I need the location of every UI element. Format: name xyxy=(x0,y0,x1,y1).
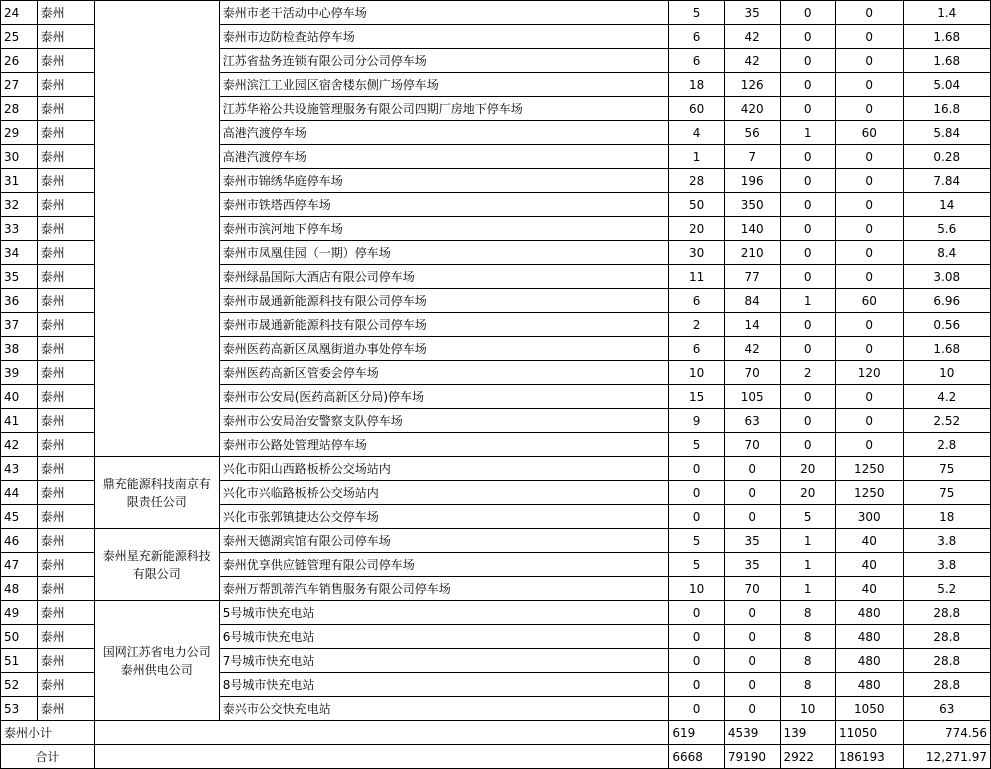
site-name-cell: 泰州市边防检查站停车场 xyxy=(219,25,669,49)
value-cell: 0 xyxy=(780,265,835,289)
value-cell: 0 xyxy=(835,241,903,265)
site-name-cell: 江苏华裕公共设施管理服务有限公司四期厂房地下停车场 xyxy=(219,97,669,121)
value-cell: 10 xyxy=(669,361,724,385)
site-name-cell: 泰州天德湖宾馆有限公司停车场 xyxy=(219,529,669,553)
value-cell: 28.8 xyxy=(903,601,990,625)
value-cell: 0 xyxy=(669,601,724,625)
value-cell: 480 xyxy=(835,673,903,697)
row-number-cell: 34 xyxy=(1,241,38,265)
value-cell: 1 xyxy=(669,145,724,169)
value-cell: 0 xyxy=(669,505,724,529)
value-cell: 0 xyxy=(724,649,780,673)
total-value-cell: 6668 xyxy=(669,745,724,769)
row-number-cell: 31 xyxy=(1,169,38,193)
value-cell: 35 xyxy=(724,529,780,553)
value-cell: 0 xyxy=(669,481,724,505)
city-cell: 泰州 xyxy=(37,697,94,721)
value-cell: 3.08 xyxy=(903,265,990,289)
site-name-cell: 泰州医药高新区管委会停车场 xyxy=(219,361,669,385)
row-number-cell: 53 xyxy=(1,697,38,721)
city-cell: 泰州 xyxy=(37,25,94,49)
row-number-cell: 36 xyxy=(1,289,38,313)
value-cell: 63 xyxy=(724,409,780,433)
total-value-cell: 11050 xyxy=(835,721,903,745)
value-cell: 8 xyxy=(780,649,835,673)
value-cell: 5.04 xyxy=(903,73,990,97)
value-cell: 8 xyxy=(780,673,835,697)
value-cell: 0 xyxy=(724,505,780,529)
value-cell: 84 xyxy=(724,289,780,313)
value-cell: 35 xyxy=(724,1,780,25)
value-cell: 0 xyxy=(724,481,780,505)
row-number-cell: 27 xyxy=(1,73,38,97)
value-cell: 1.68 xyxy=(903,25,990,49)
value-cell: 0 xyxy=(669,649,724,673)
value-cell: 77 xyxy=(724,265,780,289)
value-cell: 5 xyxy=(780,505,835,529)
site-name-cell: 泰州市晟通新能源科技有限公司停车场 xyxy=(219,289,669,313)
value-cell: 0.56 xyxy=(903,313,990,337)
value-cell: 0 xyxy=(835,265,903,289)
total-value-cell: 4539 xyxy=(724,721,780,745)
row-number-cell: 49 xyxy=(1,601,38,625)
value-cell: 0 xyxy=(780,409,835,433)
value-cell: 8 xyxy=(780,601,835,625)
city-cell: 泰州 xyxy=(37,289,94,313)
value-cell: 60 xyxy=(835,289,903,313)
subtotal-row xyxy=(1,721,991,745)
value-cell: 10 xyxy=(669,577,724,601)
site-name-cell: 泰州市锦绣华庭停车场 xyxy=(219,169,669,193)
row-number-cell: 40 xyxy=(1,385,38,409)
value-cell: 10 xyxy=(903,361,990,385)
value-cell: 300 xyxy=(835,505,903,529)
value-cell: 0.28 xyxy=(903,145,990,169)
value-cell: 63 xyxy=(903,697,990,721)
city-cell: 泰州 xyxy=(37,601,94,625)
city-cell: 泰州 xyxy=(37,121,94,145)
value-cell: 70 xyxy=(724,577,780,601)
table-row xyxy=(1,601,991,625)
row-number-cell: 47 xyxy=(1,553,38,577)
value-cell: 4 xyxy=(669,121,724,145)
value-cell: 0 xyxy=(835,97,903,121)
value-cell: 11 xyxy=(669,265,724,289)
value-cell: 1050 xyxy=(835,697,903,721)
site-name-cell: 泰州市滨河地下停车场 xyxy=(219,217,669,241)
value-cell: 0 xyxy=(835,217,903,241)
row-number-cell: 25 xyxy=(1,25,38,49)
row-number-cell: 28 xyxy=(1,97,38,121)
value-cell: 6 xyxy=(669,289,724,313)
value-cell: 70 xyxy=(724,433,780,457)
total-value-cell: 79190 xyxy=(724,745,780,769)
value-cell: 0 xyxy=(780,433,835,457)
value-cell: 0 xyxy=(780,145,835,169)
value-cell: 0 xyxy=(780,1,835,25)
site-name-cell: 兴化市张郭镇捷达公交停车场 xyxy=(219,505,669,529)
total-value-cell: 619 xyxy=(669,721,724,745)
empty-cell xyxy=(94,745,669,769)
row-number-cell: 26 xyxy=(1,49,38,73)
site-name-cell: 泰州市公安局(医药高新区分局)停车场 xyxy=(219,385,669,409)
city-cell: 泰州 xyxy=(37,241,94,265)
value-cell: 20 xyxy=(780,457,835,481)
value-cell: 5 xyxy=(669,1,724,25)
row-number-cell: 38 xyxy=(1,337,38,361)
value-cell: 10 xyxy=(780,697,835,721)
row-number-cell: 41 xyxy=(1,409,38,433)
value-cell: 7.84 xyxy=(903,169,990,193)
value-cell: 2.8 xyxy=(903,433,990,457)
value-cell: 1 xyxy=(780,553,835,577)
value-cell: 5.84 xyxy=(903,121,990,145)
row-number-cell: 32 xyxy=(1,193,38,217)
value-cell: 16.8 xyxy=(903,97,990,121)
value-cell: 120 xyxy=(835,361,903,385)
value-cell: 0 xyxy=(835,145,903,169)
city-cell: 泰州 xyxy=(37,97,94,121)
value-cell: 1 xyxy=(780,121,835,145)
value-cell: 0 xyxy=(835,49,903,73)
value-cell: 6.96 xyxy=(903,289,990,313)
row-number-cell: 24 xyxy=(1,1,38,25)
value-cell: 0 xyxy=(835,193,903,217)
site-name-cell: 泰州市铁塔西停车场 xyxy=(219,193,669,217)
site-name-cell: 高港汽渡停车场 xyxy=(219,145,669,169)
city-cell: 泰州 xyxy=(37,409,94,433)
value-cell: 50 xyxy=(669,193,724,217)
value-cell: 0 xyxy=(835,1,903,25)
value-cell: 1.68 xyxy=(903,49,990,73)
value-cell: 0 xyxy=(835,409,903,433)
value-cell: 3.8 xyxy=(903,529,990,553)
site-name-cell: 江苏省盐务连锁有限公司分公司停车场 xyxy=(219,49,669,73)
subtotal-row-label: 泰州小计 xyxy=(1,721,95,745)
value-cell: 0 xyxy=(835,313,903,337)
value-cell: 0 xyxy=(780,241,835,265)
value-cell: 75 xyxy=(903,457,990,481)
value-cell: 0 xyxy=(835,73,903,97)
value-cell: 42 xyxy=(724,337,780,361)
value-cell: 9 xyxy=(669,409,724,433)
table-body xyxy=(1,1,991,769)
row-number-cell: 33 xyxy=(1,217,38,241)
value-cell: 1 xyxy=(780,577,835,601)
site-name-cell: 泰州市晟通新能源科技有限公司停车场 xyxy=(219,313,669,337)
value-cell: 5.6 xyxy=(903,217,990,241)
company-cell: 鼎充能源科技南京有限责任公司 xyxy=(94,457,219,529)
value-cell: 28 xyxy=(669,169,724,193)
site-name-cell: 5号城市快充电站 xyxy=(219,601,669,625)
company-cell xyxy=(94,1,219,457)
site-name-cell: 泰兴市公交快充电站 xyxy=(219,697,669,721)
company-cell: 泰州星充新能源科技有限公司 xyxy=(94,529,219,601)
city-cell: 泰州 xyxy=(37,217,94,241)
row-number-cell: 42 xyxy=(1,433,38,457)
value-cell: 40 xyxy=(835,529,903,553)
value-cell: 6 xyxy=(669,337,724,361)
city-cell: 泰州 xyxy=(37,481,94,505)
row-number-cell: 35 xyxy=(1,265,38,289)
total-value-cell: 139 xyxy=(780,721,835,745)
value-cell: 350 xyxy=(724,193,780,217)
value-cell: 0 xyxy=(669,625,724,649)
row-number-cell: 51 xyxy=(1,649,38,673)
value-cell: 0 xyxy=(835,337,903,361)
site-name-cell: 泰州万帮凯蒂汽车销售服务有限公司停车场 xyxy=(219,577,669,601)
row-number-cell: 44 xyxy=(1,481,38,505)
value-cell: 0 xyxy=(780,49,835,73)
total-value-cell: 2922 xyxy=(780,745,835,769)
value-cell: 35 xyxy=(724,553,780,577)
city-cell: 泰州 xyxy=(37,1,94,25)
row-number-cell: 46 xyxy=(1,529,38,553)
value-cell: 60 xyxy=(835,121,903,145)
value-cell: 8 xyxy=(780,625,835,649)
value-cell: 0 xyxy=(835,25,903,49)
value-cell: 42 xyxy=(724,25,780,49)
company-cell: 国网江苏省电力公司泰州供电公司 xyxy=(94,601,219,721)
table-row xyxy=(1,1,991,25)
site-name-cell: 泰州市凤凰佳园（一期）停车场 xyxy=(219,241,669,265)
site-name-cell: 高港汽渡停车场 xyxy=(219,121,669,145)
value-cell: 40 xyxy=(835,577,903,601)
city-cell: 泰州 xyxy=(37,553,94,577)
value-cell: 14 xyxy=(724,313,780,337)
city-cell: 泰州 xyxy=(37,193,94,217)
row-number-cell: 50 xyxy=(1,625,38,649)
row-number-cell: 37 xyxy=(1,313,38,337)
value-cell: 42 xyxy=(724,49,780,73)
value-cell: 480 xyxy=(835,601,903,625)
value-cell: 1.4 xyxy=(903,1,990,25)
value-cell: 0 xyxy=(835,433,903,457)
value-cell: 210 xyxy=(724,241,780,265)
value-cell: 75 xyxy=(903,481,990,505)
value-cell: 196 xyxy=(724,169,780,193)
value-cell: 56 xyxy=(724,121,780,145)
site-name-cell: 泰州滨江工业园区宿舍楼东侧广场停车场 xyxy=(219,73,669,97)
value-cell: 60 xyxy=(669,97,724,121)
city-cell: 泰州 xyxy=(37,361,94,385)
value-cell: 0 xyxy=(780,97,835,121)
value-cell: 18 xyxy=(903,505,990,529)
value-cell: 2.52 xyxy=(903,409,990,433)
value-cell: 30 xyxy=(669,241,724,265)
value-cell: 1.68 xyxy=(903,337,990,361)
value-cell: 0 xyxy=(724,457,780,481)
value-cell: 4.2 xyxy=(903,385,990,409)
site-name-cell: 泰州优享供应链管理有限公司停车场 xyxy=(219,553,669,577)
site-name-cell: 泰州市公路处管理站停车场 xyxy=(219,433,669,457)
value-cell: 6 xyxy=(669,25,724,49)
site-name-cell: 兴化市兴临路板桥公交场站内 xyxy=(219,481,669,505)
value-cell: 5 xyxy=(669,433,724,457)
value-cell: 105 xyxy=(724,385,780,409)
city-cell: 泰州 xyxy=(37,265,94,289)
value-cell: 8.4 xyxy=(903,241,990,265)
table-row xyxy=(1,457,991,481)
value-cell: 0 xyxy=(669,673,724,697)
row-number-cell: 30 xyxy=(1,145,38,169)
value-cell: 3.8 xyxy=(903,553,990,577)
site-name-cell: 8号城市快充电站 xyxy=(219,673,669,697)
city-cell: 泰州 xyxy=(37,457,94,481)
value-cell: 5 xyxy=(669,553,724,577)
value-cell: 14 xyxy=(903,193,990,217)
city-cell: 泰州 xyxy=(37,337,94,361)
site-name-cell: 泰州医药高新区凤凰街道办事处停车场 xyxy=(219,337,669,361)
city-cell: 泰州 xyxy=(37,649,94,673)
site-name-cell: 兴化市阳山西路板桥公交场站内 xyxy=(219,457,669,481)
row-number-cell: 39 xyxy=(1,361,38,385)
city-cell: 泰州 xyxy=(37,73,94,97)
value-cell: 0 xyxy=(724,673,780,697)
value-cell: 480 xyxy=(835,649,903,673)
city-cell: 泰州 xyxy=(37,313,94,337)
value-cell: 1 xyxy=(780,289,835,313)
city-cell: 泰州 xyxy=(37,433,94,457)
value-cell: 0 xyxy=(780,169,835,193)
city-cell: 泰州 xyxy=(37,577,94,601)
site-name-cell: 泰州市老干活动中心停车场 xyxy=(219,1,669,25)
value-cell: 0 xyxy=(780,313,835,337)
value-cell: 6 xyxy=(669,49,724,73)
value-cell: 0 xyxy=(780,217,835,241)
site-name-cell: 7号城市快充电站 xyxy=(219,649,669,673)
value-cell: 0 xyxy=(669,457,724,481)
table-row xyxy=(1,529,991,553)
value-cell: 0 xyxy=(835,169,903,193)
total-value-cell: 774.56 xyxy=(903,721,990,745)
site-name-cell: 泰州市公安局治安警察支队停车场 xyxy=(219,409,669,433)
value-cell: 1250 xyxy=(835,457,903,481)
value-cell: 126 xyxy=(724,73,780,97)
value-cell: 1 xyxy=(780,529,835,553)
value-cell: 5 xyxy=(669,529,724,553)
value-cell: 0 xyxy=(780,193,835,217)
row-number-cell: 43 xyxy=(1,457,38,481)
value-cell: 0 xyxy=(724,697,780,721)
value-cell: 7 xyxy=(724,145,780,169)
value-cell: 28.8 xyxy=(903,625,990,649)
value-cell: 0 xyxy=(669,697,724,721)
value-cell: 1250 xyxy=(835,481,903,505)
total-value-cell: 186193 xyxy=(835,745,903,769)
value-cell: 15 xyxy=(669,385,724,409)
total-value-cell: 12,271.97 xyxy=(903,745,990,769)
value-cell: 18 xyxy=(669,73,724,97)
value-cell: 0 xyxy=(724,625,780,649)
value-cell: 480 xyxy=(835,625,903,649)
city-cell: 泰州 xyxy=(37,145,94,169)
site-name-cell: 泰州绿晶国际大酒店有限公司停车场 xyxy=(219,265,669,289)
row-number-cell: 29 xyxy=(1,121,38,145)
value-cell: 28.8 xyxy=(903,649,990,673)
site-name-cell: 6号城市快充电站 xyxy=(219,625,669,649)
value-cell: 5.2 xyxy=(903,577,990,601)
city-cell: 泰州 xyxy=(37,673,94,697)
value-cell: 20 xyxy=(780,481,835,505)
total-row-label: 合计 xyxy=(1,745,95,769)
city-cell: 泰州 xyxy=(37,625,94,649)
city-cell: 泰州 xyxy=(37,529,94,553)
row-number-cell: 48 xyxy=(1,577,38,601)
city-cell: 泰州 xyxy=(37,505,94,529)
city-cell: 泰州 xyxy=(37,169,94,193)
empty-cell xyxy=(94,721,669,745)
value-cell: 0 xyxy=(780,337,835,361)
value-cell: 2 xyxy=(780,361,835,385)
value-cell: 70 xyxy=(724,361,780,385)
total-row xyxy=(1,745,991,769)
city-cell: 泰州 xyxy=(37,385,94,409)
value-cell: 140 xyxy=(724,217,780,241)
value-cell: 0 xyxy=(780,25,835,49)
value-cell: 40 xyxy=(835,553,903,577)
value-cell: 0 xyxy=(780,73,835,97)
value-cell: 28.8 xyxy=(903,673,990,697)
value-cell: 0 xyxy=(780,385,835,409)
value-cell: 0 xyxy=(835,385,903,409)
value-cell: 2 xyxy=(669,313,724,337)
value-cell: 20 xyxy=(669,217,724,241)
row-number-cell: 45 xyxy=(1,505,38,529)
row-number-cell: 52 xyxy=(1,673,38,697)
city-cell: 泰州 xyxy=(37,49,94,73)
value-cell: 0 xyxy=(724,601,780,625)
value-cell: 420 xyxy=(724,97,780,121)
